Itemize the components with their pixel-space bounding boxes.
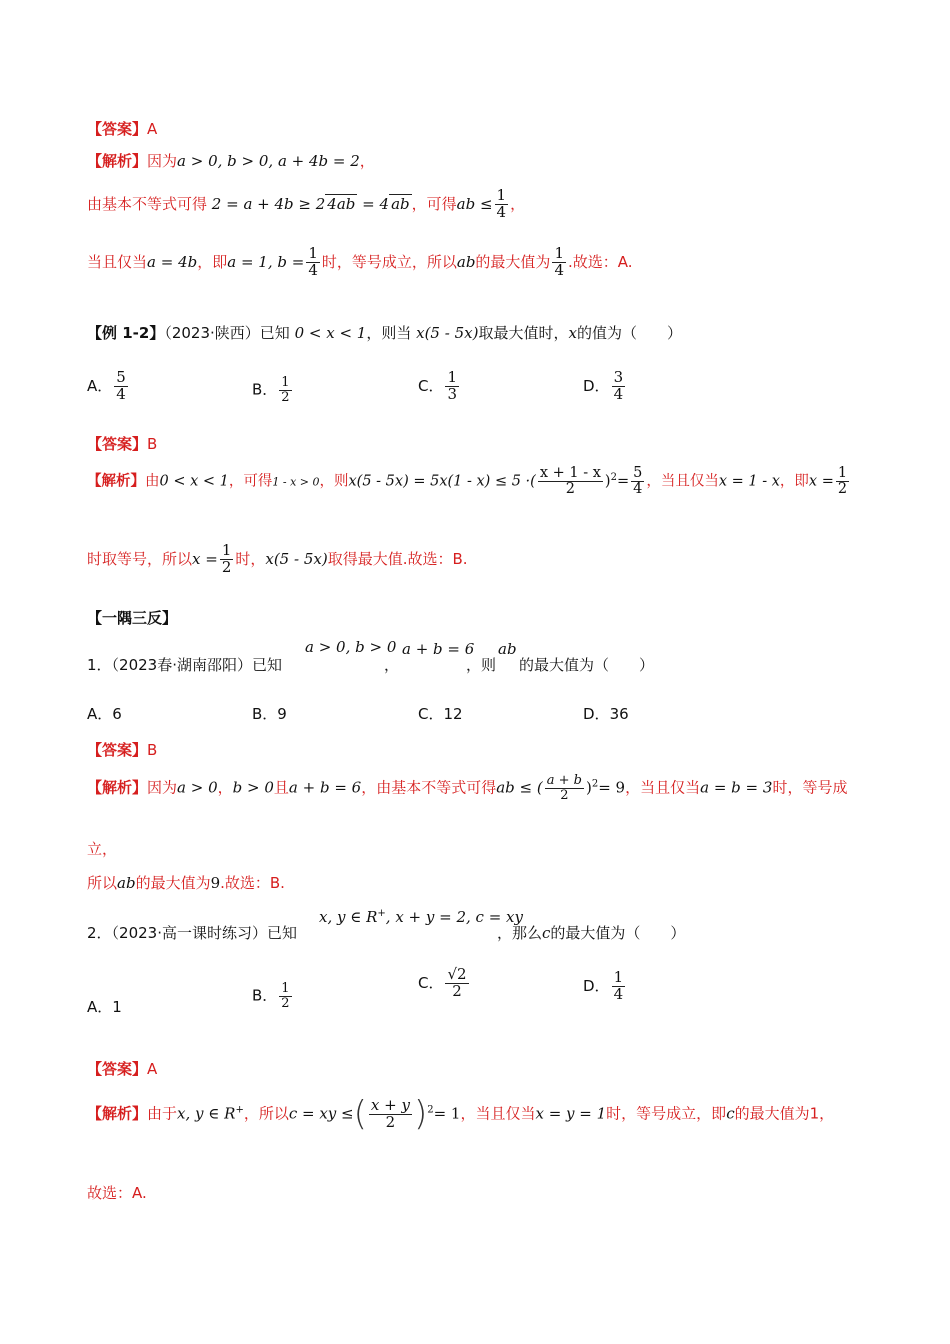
fraction: $\frac{1}{2}$ <box>221 541 232 576</box>
analysis-text: 由基本不等式可得 <box>87 194 208 213</box>
fraction: $\frac{√2}{2}$ <box>447 965 467 1000</box>
analysis-text: 因为 <box>147 152 178 170</box>
q1-question: 1．（2023春·湖南邵阳）已知 <box>87 656 282 674</box>
math-expr: ab ≤ <box>456 194 493 213</box>
question-text: ，则当 <box>366 324 412 342</box>
answer-line-1 <box>87 118 157 139</box>
answer-label: 【答案】 <box>87 1060 148 1078</box>
analysis-line-6: 【解析】因为a > 0，b > 0且a + b = 6，由基本不等式可得ab ≤ ( $\frac{a + b}{2}$ )$^2$= 9，当且仅当a = b = 3时，等号成 <box>87 773 848 803</box>
analysis-line-7: 立， <box>87 840 118 858</box>
answer-value: A <box>147 120 158 138</box>
question-text: （2023·陕西）已知 <box>164 324 290 342</box>
math-expr: x = <box>808 473 834 490</box>
practice-heading: 【一隅三反】 <box>87 609 178 627</box>
analysis-line-5: 时取等号，所以x = $\frac{1}{2}$ 时，x(5 - 5x)取得最大值.故选：B. <box>87 541 468 576</box>
fraction: $\frac{1}{4}$ <box>613 968 624 1003</box>
fraction: $\frac{3}{4}$ <box>613 368 624 403</box>
answer-label: 【答案】 <box>87 120 148 138</box>
answer-label: 【答案】 <box>87 435 148 453</box>
question-text: ，则 <box>466 656 497 674</box>
math-expr: a = 1, b = <box>227 252 305 271</box>
answer-value: B <box>147 435 158 453</box>
sqrt-expr: 4ab <box>327 194 356 213</box>
math-expr: x(5 - 5x) = 5x(1 - x) ≤ 5 ·( <box>348 473 536 490</box>
analysis-line-1 <box>87 150 375 171</box>
math-expr: 0 < x < 1 <box>159 473 229 490</box>
option-d: D． $\frac{3}{4}$ <box>583 368 624 403</box>
answer-value: A <box>147 1060 158 1078</box>
q2-option-d: D． $\frac{1}{4}$ <box>583 968 624 1003</box>
fraction: $\frac{5}{4}$ <box>633 465 643 498</box>
option-b: B． $\frac{1}{2}$ <box>252 375 290 405</box>
analysis-line-4: 【解析】由0 < x < 1，可得1 - x > 0，则x(5 - 5x) = 5x(1 - x) ≤ 5 ·( $\frac{x + 1 - x}{2}$ )$^2$= $\frac{5}{4}$ ，当且仅当x = 1 - x，即x = $\frac{1}{2}$ <box>87 465 848 498</box>
analysis-label: 【解析】 <box>87 152 148 170</box>
q1-option-a: A．6 <box>87 705 122 723</box>
fraction: $\frac{1}{4}$ <box>496 186 507 221</box>
fraction: $\frac{1}{2}$ <box>281 981 290 1011</box>
punct: ， <box>510 194 526 213</box>
math-expr: 1 - x > 0 <box>272 475 320 489</box>
sqrt-expr: ab <box>391 194 410 213</box>
math-expr: x = <box>192 549 218 568</box>
q1-option-b: B．9 <box>252 705 287 723</box>
question-text: 的值为（ ） <box>576 324 682 342</box>
analysis-line-2 <box>87 188 525 221</box>
math-expr: a = 4b <box>147 252 198 271</box>
fraction: $\frac{1}{4}$ <box>308 244 318 279</box>
analysis-line-3 <box>87 246 633 279</box>
punct: ， <box>384 656 400 674</box>
answer-line-2 <box>87 433 157 454</box>
math-expr: x, y ∈ R+, x + y = 2, c = xy <box>319 908 523 926</box>
fraction: $\frac{5}{4}$ <box>116 368 126 403</box>
punct: ， <box>359 152 375 170</box>
q2-option-a: A．1 <box>87 998 122 1016</box>
analysis-text: ，即 <box>197 252 228 271</box>
math-expr: a + b = 6 <box>402 640 475 658</box>
question-text: 取最大值时， <box>478 324 569 342</box>
analysis-label: 【解析】 <box>87 473 145 490</box>
option-a: A． $\frac{5}{4}$ <box>87 368 126 403</box>
fraction: $\frac{1}{4}$ <box>554 244 564 279</box>
fraction: $\frac{a + b}{2}$ <box>546 773 582 803</box>
analysis-line-9: 【解析】由于x, y ∈ R+，所以c = xy ≤( $\frac{x + y}{2}$ )$^2$= 1，当且仅当x = y = 1时，等号成立，即c的最大值为1， <box>87 1094 835 1134</box>
fraction: $\frac{1}{3}$ <box>447 368 458 403</box>
answer-line-4 <box>87 1058 157 1079</box>
q1-option-d: D．36 <box>583 705 629 723</box>
analysis-line-10: 故选：A. <box>87 1184 147 1202</box>
q2-question-tail: ，那么c的最大值为（ ） <box>497 924 686 942</box>
q1-option-c: C．12 <box>418 705 463 723</box>
math-expr: ab <box>456 252 476 271</box>
math-var: x <box>568 324 577 342</box>
analysis-text: ，可得 <box>411 194 457 213</box>
fraction: $\frac{1}{2}$ <box>281 375 290 405</box>
math-expr: 0 < x < 1 <box>294 324 367 342</box>
math-expr: a > 0, b > 0 <box>305 638 397 656</box>
example-question <box>87 322 682 343</box>
math-expr: = 4 <box>362 194 390 213</box>
question-text: 的最大值为（ ） <box>519 656 655 674</box>
math-expr: 2 = a + 4b ≥ 2 <box>211 194 326 213</box>
fraction: $\frac{x + 1 - x}{2}$ <box>539 465 601 498</box>
math-expr: x(5 - 5x) <box>416 324 479 342</box>
analysis-text: 的最大值为 <box>475 252 551 271</box>
option-c: C． $\frac{1}{3}$ <box>418 368 458 403</box>
answer-label: 【答案】 <box>87 741 148 759</box>
analysis-label: 【解析】 <box>87 1104 148 1123</box>
analysis-text: 时，等号成立，所以 <box>321 252 457 271</box>
q2-option-b: B． $\frac{1}{2}$ <box>252 981 290 1011</box>
analysis-label: 【解析】 <box>87 778 148 797</box>
answer-line-3 <box>87 739 157 760</box>
math-expr: x(5 - 5x) <box>265 549 328 568</box>
analysis-text: 当且仅当 <box>87 252 148 271</box>
answer-value: B <box>147 741 158 759</box>
math-expr: x = 1 - x <box>718 473 780 490</box>
math-var: ab <box>498 640 517 658</box>
q2-question: 2．（2023·高一课时练习）已知 <box>87 924 297 942</box>
analysis-line-8: 所以ab的最大值为9.故选：B. <box>87 874 285 892</box>
fraction: $\frac{x + y}{2}$ <box>370 1095 410 1131</box>
fraction: $\frac{1}{2}$ <box>837 465 848 498</box>
analysis-text: .故选：A. <box>567 252 633 271</box>
q2-option-c: C． $\frac{√2}{2}$ <box>418 965 467 1000</box>
example-label: 【例 1-2】 <box>87 324 165 342</box>
math-expr: a > 0, b > 0, a + 4b = 2 <box>177 152 360 170</box>
